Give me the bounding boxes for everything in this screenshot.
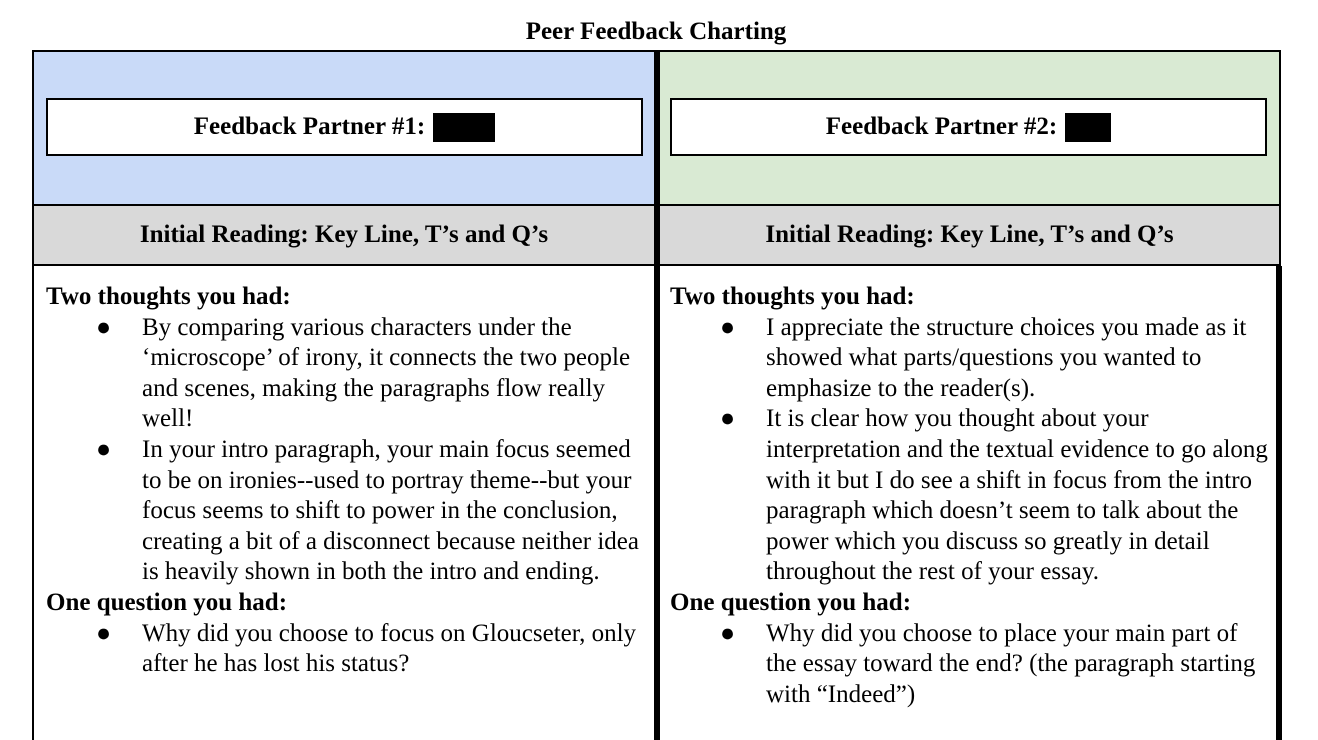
list-item [670, 404, 1270, 588]
bullet-icon: ● [720, 619, 736, 647]
thought-text: By comparing various characters under the ‘microscope’ of irony, it connects the two people and scenes, making the paragraphs flow really well! [142, 313, 631, 433]
question-text: Why did you choose to focus on Gloucseter, only after he has lost his status? [142, 619, 637, 678]
list-item [46, 313, 646, 435]
partner-2-reading-header: Initial Reading: Key Line, T’s and Q’s [660, 204, 1279, 266]
thought-text: It is clear how you thought about your interpretation and the textual evidence to go along with it but I do see a shift in focus from the intro paragraph which doesn’t seem to talk about the power which you discuss so greatly in detail throughout the rest of your essay. [766, 405, 1268, 586]
document-title: Peer Feedback Charting [525, 18, 787, 45]
thoughts-list [670, 313, 1270, 588]
partner-1-name-box [46, 98, 643, 156]
column-divider [654, 50, 660, 740]
partner-1-label: Feedback Partner #1: [193, 113, 426, 140]
questions-list [670, 619, 1270, 711]
partner-2-cell [660, 52, 1279, 204]
partner-2-label: Feedback Partner #2: [825, 113, 1058, 140]
list-item [670, 313, 1270, 405]
question-label: One question you had: [670, 588, 912, 616]
questions-list [46, 619, 646, 680]
list-item [46, 435, 646, 588]
redacted-name [433, 113, 495, 142]
partner-2-feedback-content [670, 282, 1270, 710]
thoughts-label: Two thoughts you had: [670, 283, 915, 310]
bullet-icon: ● [96, 435, 112, 463]
partner-1-cell [34, 52, 654, 204]
partner-1-reading-header: Initial Reading: Key Line, T’s and Q’s [34, 204, 654, 266]
question-label: One question you had: [46, 588, 288, 616]
partner-1-feedback-content [46, 282, 646, 680]
redacted-name [1065, 113, 1111, 142]
thought-text: I appreciate the structure choices you made as it showed what parts/questions you wanted to emphasize to the reader(s). [766, 313, 1247, 402]
table-border-left [32, 50, 34, 740]
list-item [670, 619, 1270, 711]
thoughts-label: Two thoughts you had: [46, 283, 291, 310]
feedback-table [32, 50, 1281, 740]
bullet-icon: ● [96, 313, 112, 341]
table-border-right-lower [1276, 266, 1282, 740]
thought-text: In your intro paragraph, your main focus seemed to be on ironies--used to portray theme--but your focus seems to shift to power in the conclusion, creating a bit of a disconnect because neither idea is heavily shown in both the intro and ending. [142, 435, 639, 586]
question-text: Why did you choose to place your main part of the essay toward the end? (the paragraph starting with “Indeed”) [766, 619, 1256, 708]
bullet-icon: ● [96, 619, 112, 647]
list-item [46, 619, 646, 680]
bullet-icon: ● [720, 313, 736, 341]
bullet-icon: ● [720, 405, 736, 433]
table-border-right-upper [1279, 50, 1281, 268]
partner-2-name-box [670, 98, 1267, 156]
thoughts-list [46, 313, 646, 588]
